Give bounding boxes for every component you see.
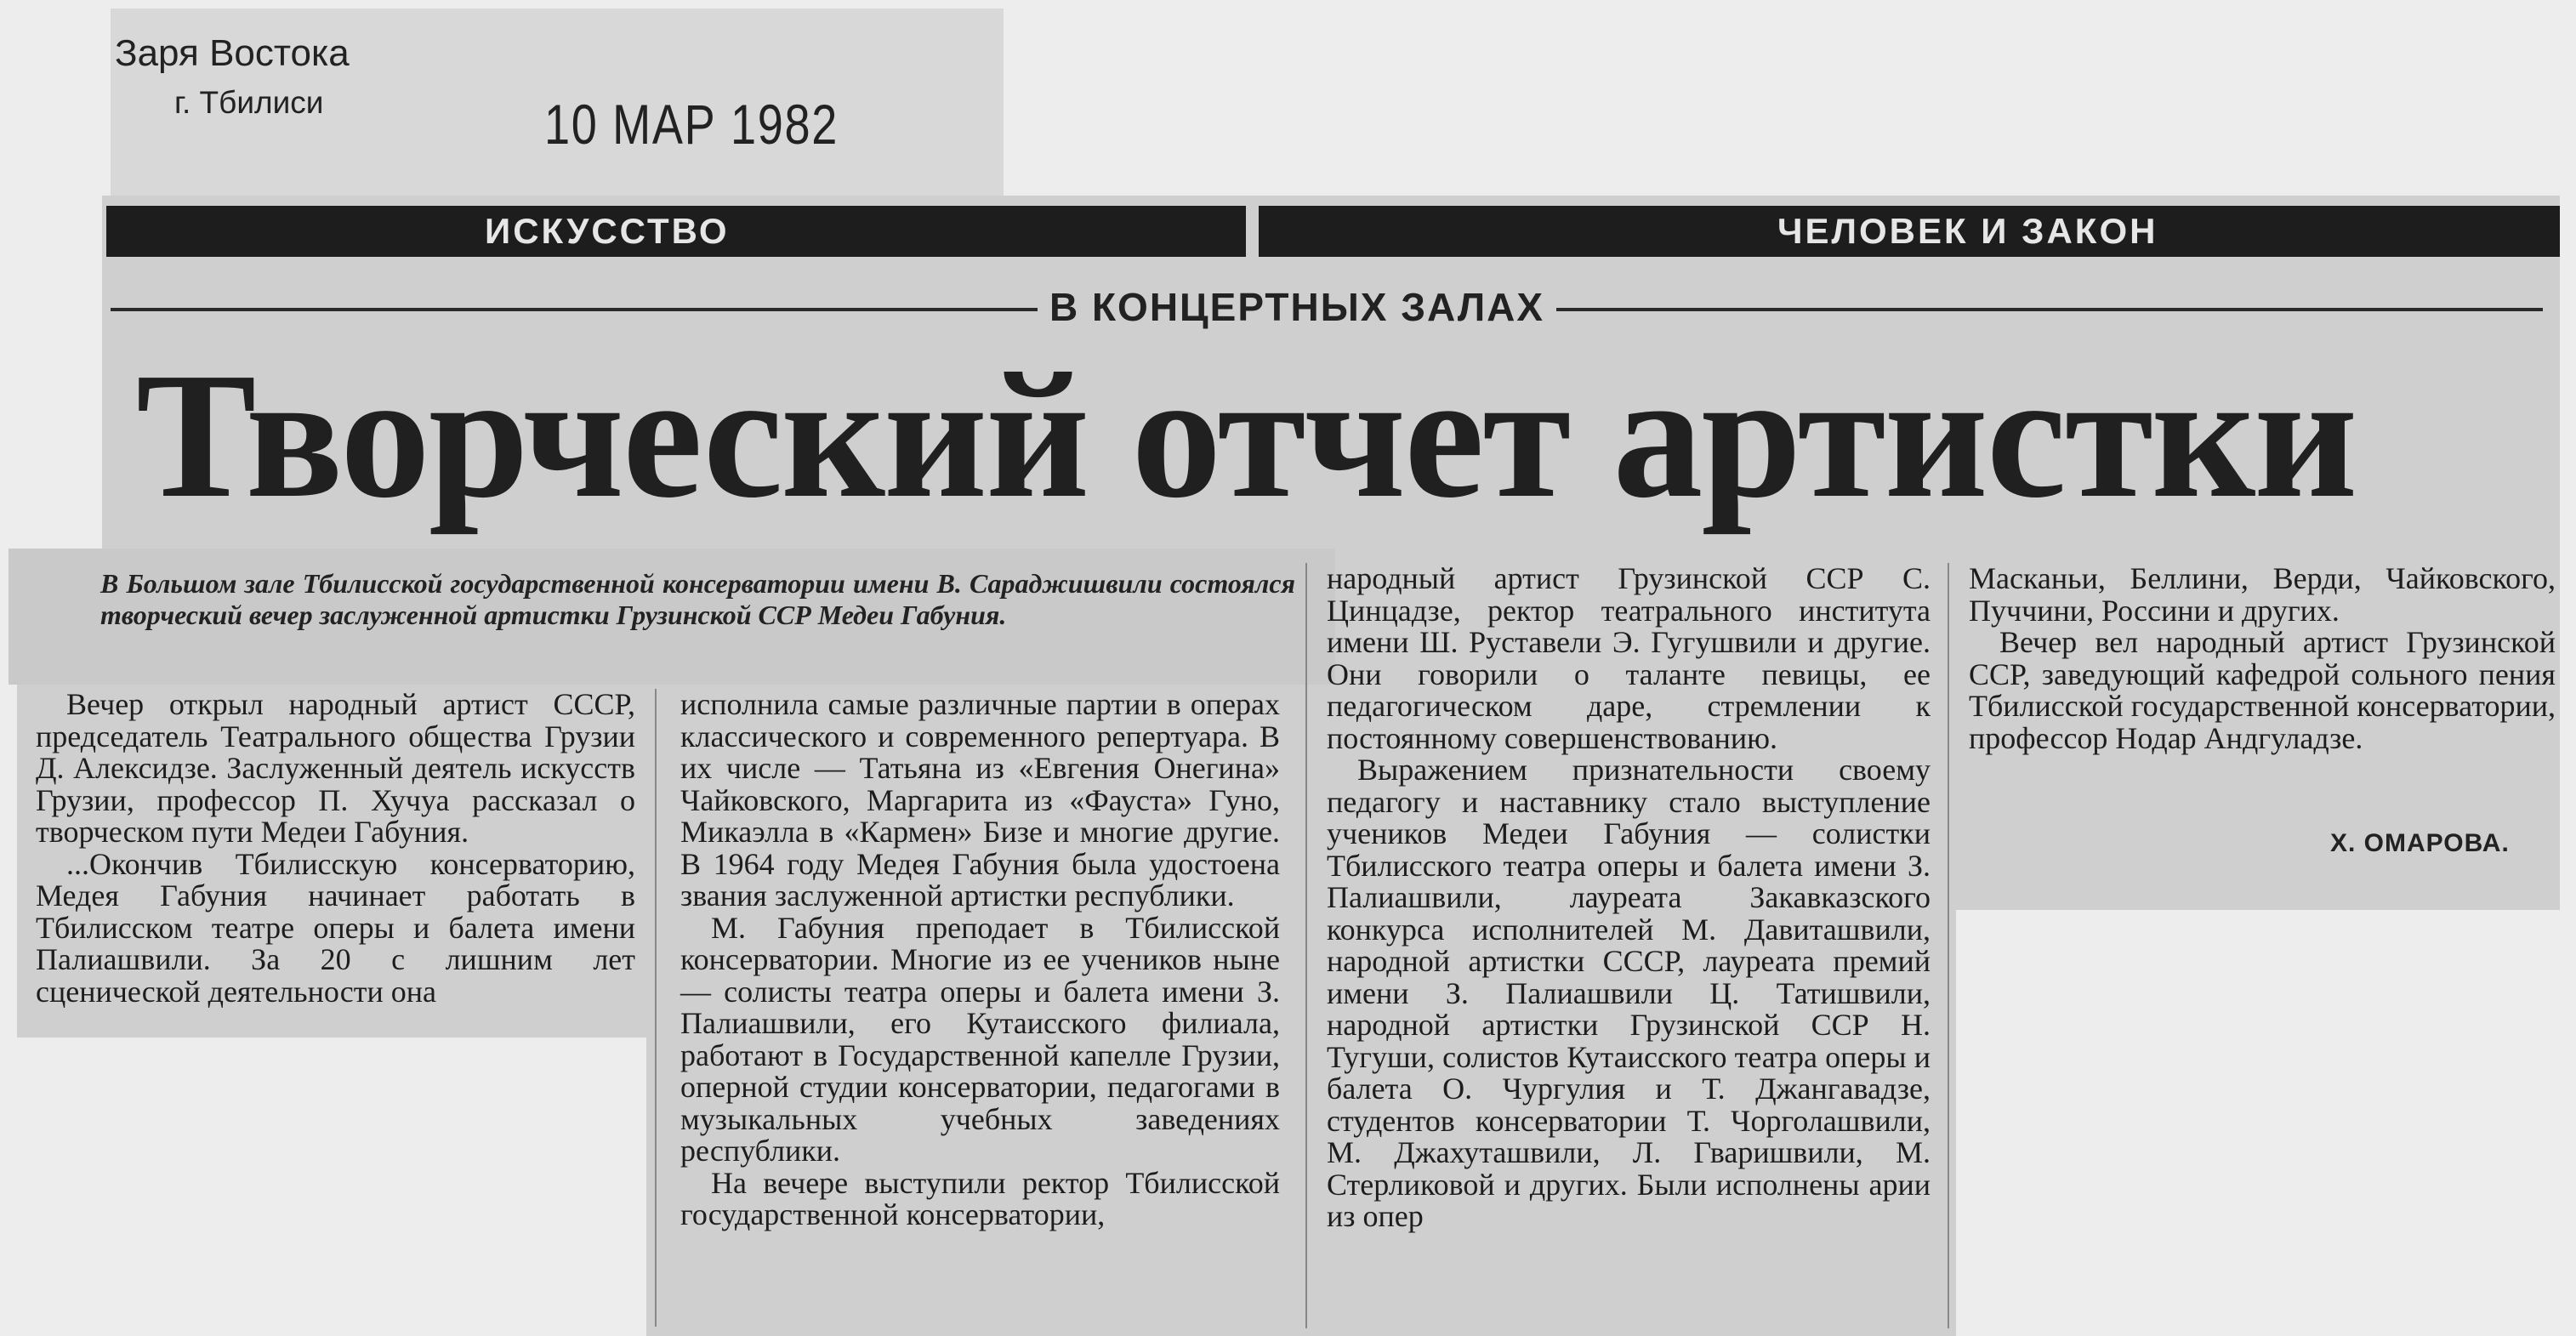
paragraph: М. Габуния преподает в Тбилисской консерватории. Многие из ее учеников ныне — солисты театра оперы и балета имени З. Палиашвили, его Кутаисского филиала, работают в Государственной капелле Грузии, оперной студии консерватории, педагогами в музыкальных учебных заведениях республики. (680, 910, 1280, 1168)
article-column-4 (1969, 563, 2556, 754)
stamp-city: г. Тбилиси (174, 85, 324, 120)
stamp-date: 10 МАР 1982 (544, 93, 839, 156)
paragraph: Вечер вел народный артист Грузинской ССР, заведующий кафедрой сольного пения Тбилисской государственной консерватории, профессор Нодар Андгуладзе. (1969, 625, 2556, 755)
rubric-right: ЧЕЛОВЕК И ЗАКОН (1777, 211, 2158, 251)
lead-paragraph: В Большом зале Тбилисской государственной консерватории имени В. Сараджишвили состоялся творческий вечер заслуженной артистки Грузинской ССР Медеи Габуния. (100, 568, 1295, 630)
article-column-3 (1327, 563, 1931, 1233)
paragraph: На вечере выступили ректор Тбилисской государственной консерватории, (680, 1165, 1280, 1231)
byline: Х. ОМАРОВА. (2330, 829, 2510, 857)
rubric-left: ИСКУССТВО (485, 211, 730, 251)
paragraph: исполнила самые различные партии в операх классического и современного репертуара. В их числе — Татьяна из «Евгения Онегина» Чайковского, Маргарита из «Фауста» Гуно, Микаэлла в «Кармен» Бизе и многие другие. В 1964 году Медея Габуния была удостоена звания заслуженной артистки республики. (680, 687, 1280, 912)
paragraph: Вечер открыл народный артист СССР, председатель Театрального общества Грузии Д. Алексидзе. Заслуженный деятель искусств Грузии, профессор П. Хучуа рассказал о творческом пути Медеи Габуния. (36, 687, 635, 849)
section-title: В КОНЦЕРТНЫХ ЗАЛАХ (1049, 285, 1545, 329)
section-rule-left (111, 308, 1038, 311)
paragraph: Масканьи, Беллини, Верди, Чайковского, Пуччини, Россини и других. (1969, 561, 2556, 628)
article-column-1 (36, 689, 635, 1008)
paragraph: ...Окончив Тбилисскую консерваторию, Медея Габуния начинает работать в Тбилисском театре оперы и балета имени Палиашвили. За 20 с лишним лет сценической деятельности она (36, 846, 635, 1009)
section-rule-right (1556, 308, 2543, 311)
paragraph: Выражением признательности своему педагогу и наставнику стало выступление учеников Медеи Габуния — солистки Тбилисского театра оперы и балета имени З. Палиашвили, лауреата Закавказского конкурса исполнителей М. Давиташвили, народной артистки СССР, лауреата премий имени З. Палиашвили Ц. Татишвили, народной артистки Грузинской ССР Н. Тугуши, солистов Кутаисского театра оперы и балета О. Чургулия и Т. Джангавадзе, студентов консерватории Т. Чорголашвили, М. Джахуташвили, Л. Гваришвили, М. Стерликовой и других. Были исполнены арии из опер (1327, 753, 1931, 1233)
paragraph: народный артист Грузинской ССР С. Цинцадзе, ректор театрального института имени Ш. Руставели Э. Гугушвили и другие. Они говорили о таланте певицы, ее педагогическом даре, стремлении к постоянному совершенствованию. (1327, 561, 1931, 755)
stamp-outlet: Заря Востока (115, 32, 350, 74)
column-rule (1948, 563, 1949, 1328)
headline: Творческий отчет артистки (136, 335, 2357, 535)
column-rule (1305, 563, 1307, 1328)
column-rule (655, 689, 657, 1327)
article-column-2 (680, 689, 1280, 1231)
